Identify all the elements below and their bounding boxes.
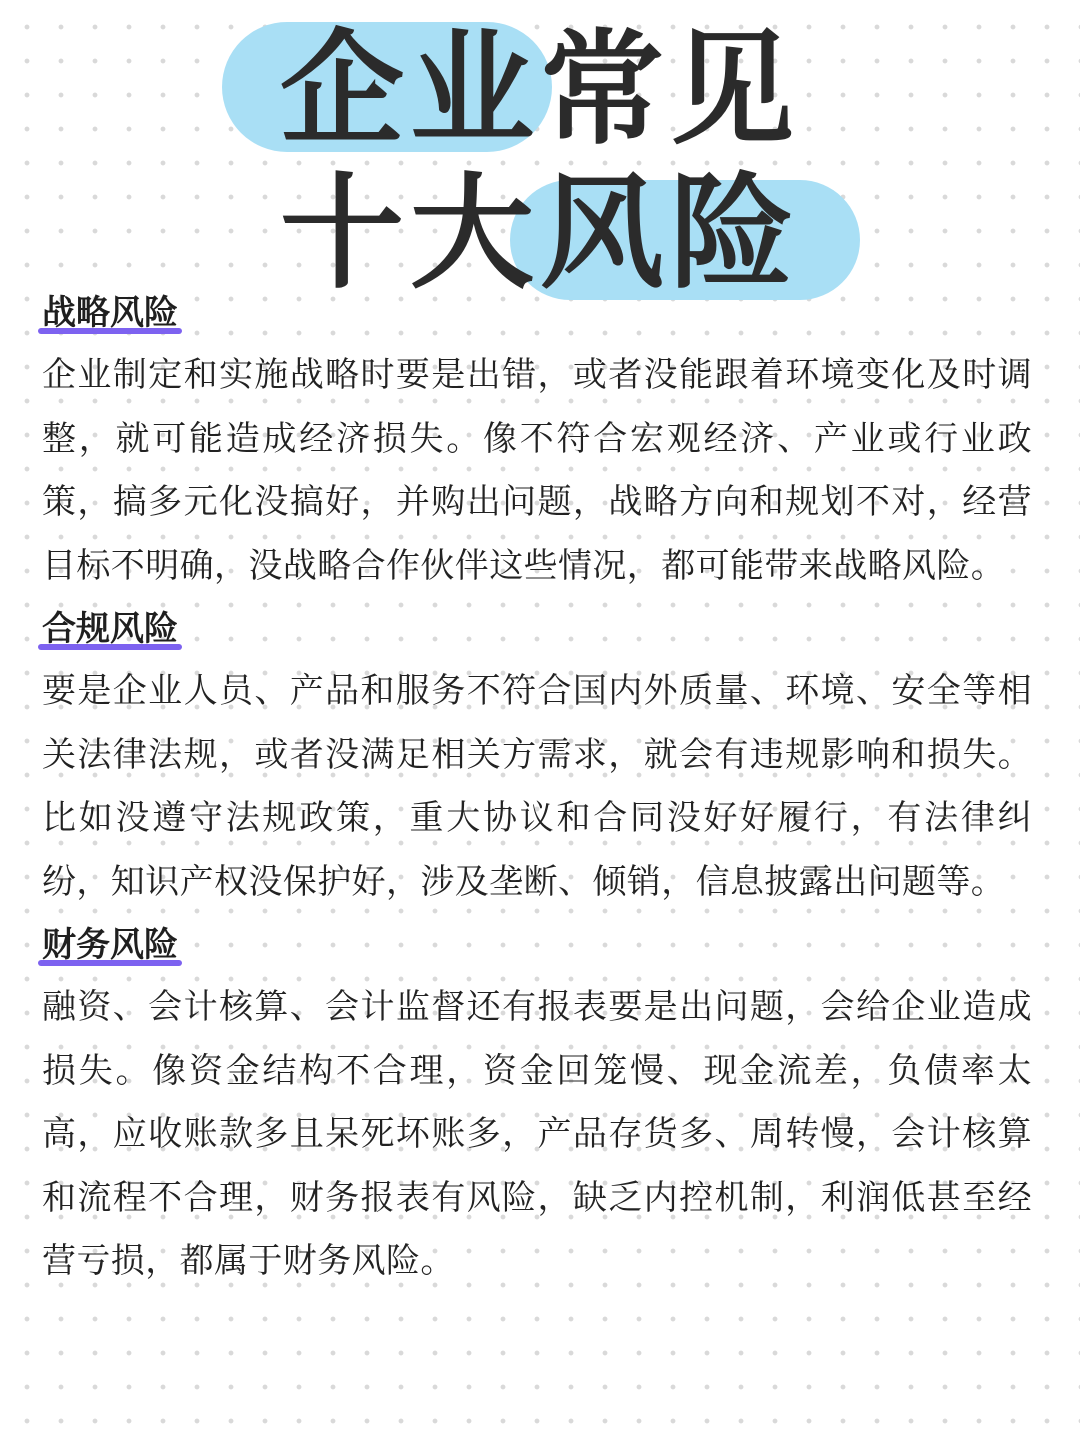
section-heading-text: 合规风险: [42, 609, 178, 649]
section-heading: [42, 914, 178, 976]
section-heading: [42, 282, 178, 344]
section-body: 融资、会计核算、会计监督还有报表要是出问题，会给企业造成损失。像资金结构不合理，资金回笼慢、现金流差，负债率太高，应收账款多且呆死坏账多，产品存货多、周转慢，会计核算和流程不合理，财务报表有风险，缺乏内控机制，利润低甚至经营亏损，都属于财务风险。: [42, 987, 1032, 1281]
section-heading: [42, 598, 178, 660]
section-compliance: [42, 598, 1032, 914]
section-heading-text: 战略风险: [42, 293, 178, 333]
article-content: [42, 282, 1032, 1294]
title-line-2: 十大风险: [279, 162, 800, 306]
section-strategy: [42, 282, 1032, 598]
section-finance: [42, 914, 1032, 1294]
title-line-1: 企业常见: [279, 18, 800, 162]
section-body: 要是企业人员、产品和服务不符合国内外质量、环境、安全等相关法律法规，或者没满足相关方需求，就会有违规影响和损失。比如没遵守法规政策，重大协议和合同没好好履行，有法律纠纷，知识产权没保护好，涉及垄断、倾销，信息披露出问题等。: [42, 671, 1032, 902]
section-body: 企业制定和实施战略时要是出错，或者没能跟着环境变化及时调整，就可能造成经济损失。像不符合宏观经济、产业或行业政策，搞多元化没搞好，并购出问题，战略方向和规划不对，经营目标不明确，没战略合作伙伴这些情况，都可能带来战略风险。: [42, 355, 1032, 586]
section-heading-text: 财务风险: [42, 925, 178, 965]
title-block: [0, 0, 1080, 306]
